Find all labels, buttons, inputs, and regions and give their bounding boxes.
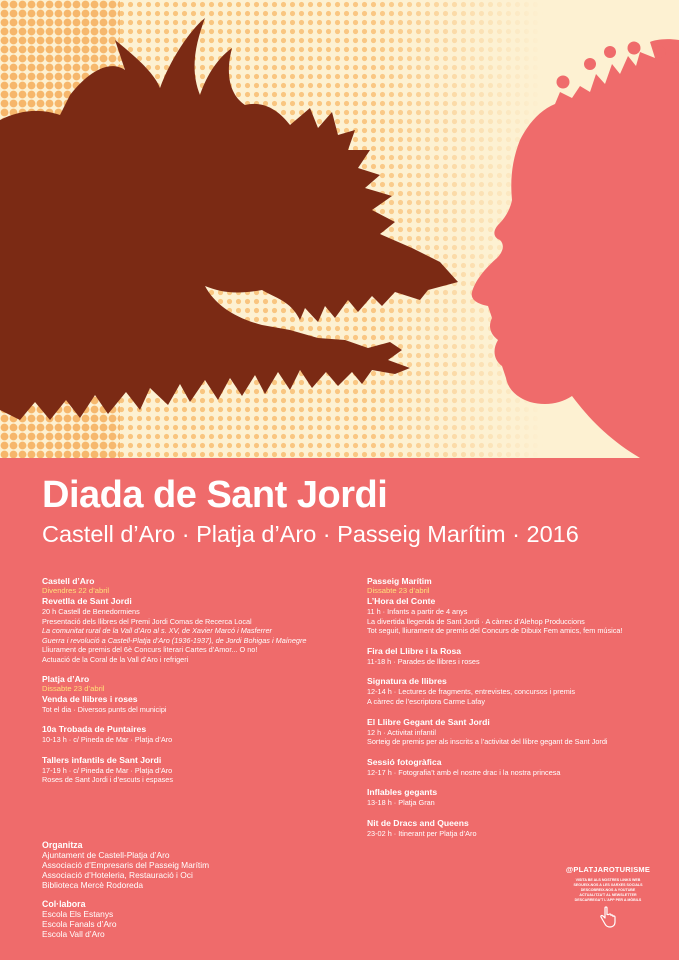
event-line: Presentació dels llibres del Premi Jordi Comas de Recerca Local [42,616,252,626]
location-passeig: Passeig Marítim [367,576,432,586]
book-title: Guerra i revolució a Castell-Platja d’Aro (1936-1937), de Jordi Bohigas i Maínegre [42,635,307,645]
poster-title: Diada de Sant Jordi [42,474,388,516]
collaborator-item: Escola Els Estanys [42,909,114,919]
colabora-heading: Col·labora [42,899,86,909]
event-line: 13-18 h · Platja Gran [367,798,435,808]
book-title: La comunitat rural de la Vall d’Aro al s. XV, de Xavier Marcó i Masferrer [42,626,272,636]
organitza-heading: Organitza [42,840,83,850]
poster-subtitle: Castell d’Aro · Platja d’Aro · Passeig Marítim · 2016 [42,521,579,547]
social-line: DESCARREGA'T L'APP PER A MÒBILS [574,898,642,902]
event-line: Actuació de la Coral de la Vall d’Aro i refrigeri [42,654,189,664]
organizers [42,840,209,939]
event-line: A càrrec de l’escriptora Carme Lafay [367,696,486,706]
social-block [565,865,651,928]
event-tallers: Tallers infantils de Sant Jordi [42,754,162,765]
event-line: 12-17 h · Fotografia’t amb el nostre drac i la nostra princesa [367,767,561,777]
event-line: Lliurament de premis del 6è Concurs literari Cartes d’Amor... O no! [42,645,258,655]
social-line: VISITA BE ALS NOSTRES LINKS WEB [575,878,641,882]
collaborator-item: Escola Vall d’Aro [42,929,105,939]
event-revetlla: Revetlla de Sant Jordi [42,596,132,606]
social-line: SEGUEIX-NOS A LES XARXES SOCIALS [573,883,643,887]
event-line: 12 h · Activitat infantil [367,727,436,737]
event-inflables: Inflables gegants [367,787,438,798]
event-line: 11 h · Infants a partir de 4 anys [367,607,468,616]
left-column [42,576,342,785]
event-sessio: Sessió fotogràfica [367,756,442,767]
event-line: Tot seguit, lliurament de premis del Concurs de Dibuix Fem amics, fem música! [367,626,623,636]
right-column [367,576,667,839]
event-line: La divertida llegenda de Sant Jordi · A càrrec d’Alehop Produccions [367,616,585,626]
date-castell: Divendres 22 d’abril [42,586,110,595]
date-platja: Dissabte 23 d’abril [42,683,105,693]
event-line: 20 h Castell de Benedormiens [42,607,140,616]
event-fira: Fira del Llibre i la Rosa [367,645,462,656]
event-venda: Venda de llibres i roses [42,693,138,704]
illustration [0,0,679,458]
event-signatura: Signatura de llibres [367,676,447,687]
event-line: Sorteig de premis per als inscrits a l’activitat del llibre gegant de Sant Jordi [367,737,608,747]
event-line: Tot el dia · Diversos punts del municipi [42,704,167,714]
location-platja: Platja d’Aro [42,673,90,684]
organizer-item: Associació d’Empresaris del Passeig Marítim [42,860,210,870]
social-line: DESCOBREIX-NOS A YOUTUBE [580,888,636,892]
location-castell: Castell d’Aro [42,576,95,586]
event-line: 23-02 h · Itinerant per Platja d’Aro [367,828,477,838]
social-line: ACTUALITZA'T AL NEWSLETTER [579,893,637,897]
event-line: 12-14 h · Lectures de fragments, entrevistes, concursos i premis [367,687,576,697]
event-line: Roses de Sant Jordi i d’escuts i espases [42,775,174,785]
event-line: 17-19 h · c/ Pineda de Mar · Platja d’Aro [42,765,173,775]
organizer-item: Associació d’Hoteleria, Restauració i Oci [42,870,193,880]
organizer-item: Ajuntament de Castell-Platja d’Aro [42,850,170,860]
date-passeig: Dissabte 23 d’abril [367,586,430,595]
organizer-item: Biblioteca Mercè Rodoreda [42,880,144,890]
event-line: 10-13 h · c/ Pineda de Mar · Platja d’Aro [42,735,173,745]
event-hora-conte: L’Hora del Conte [367,596,436,606]
social-handle[interactable]: @PLATJAROTURISME [565,865,651,874]
event-nit-dracs: Nit de Dracs and Queens [367,817,469,828]
pointer-hand-icon[interactable] [599,906,617,928]
collaborator-item: Escola Fanals d’Aro [42,919,117,929]
event-puntaires: 10a Trobada de Puntaires [42,724,147,735]
event-line: 11-18 h · Parades de llibres i roses [367,656,480,666]
event-llibre-gegant: El Llibre Gegant de Sant Jordi [367,716,490,727]
